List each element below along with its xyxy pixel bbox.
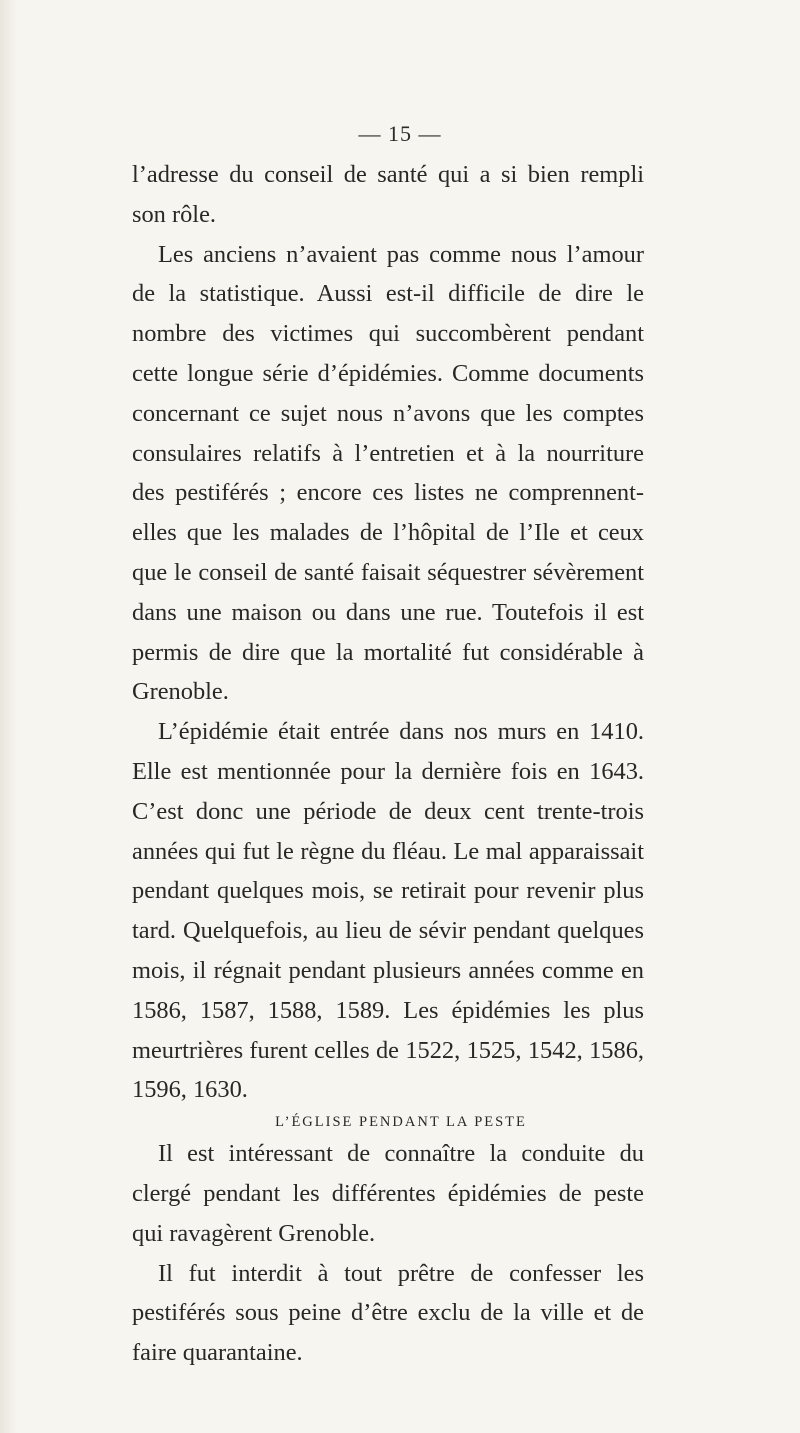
paragraph-statistics: Les anciens n’avaient pas comme nous l’amour de la statistique. Aussi est-il difficile de dire le nombre des victimes qui succombèrent pendant cette longue série d’épidémies. Comme documents concernant ce sujet nous n’avons que les comptes consulaires relatifs à l’entretien et à la nourriture des pestiférés ; encore ces listes ne comprennent-elles que les malades de l’hôpital de l’Ile et ceux que le conseil de santé faisait séquestrer sévèrement dans une maison ou dans une rue. Toutefois il est permis de dire que la mortalité fut considérable à Grenoble. bbox=[132, 240, 644, 706]
paragraph-clergy-conduct: Il est intéressant de connaître la conduite du clergé pendant les différentes épidémies de peste qui ravagèrent Grenoble. bbox=[132, 1140, 644, 1247]
page-edge-shadow bbox=[0, 0, 18, 1433]
paragraph-priest-prohibition: Il fut interdit à tout prêtre de confesser les pestiférés sous peine d’être exclu de la ville et de faire quarantaine. bbox=[132, 1259, 644, 1367]
paragraph-continuation: l’adresse du conseil de santé qui a si bien rempli son rôle. bbox=[132, 161, 644, 228]
page-number: — 15 — bbox=[358, 121, 442, 146]
section-heading: L’ÉGLISE PENDANT LA PESTE bbox=[275, 1114, 527, 1131]
paragraph-epidemic-history: L’épidémie était entrée dans nos murs en 1410. Elle est mentionnée pour la dernière fois en 1643. C’est donc une période de deux cent trente-trois années qui fut le règne du fléau. Le mal apparaissait pendant quelques mois, se retirait pour revenir plus tard. Quelquefois, au lieu de sévir pendant quelques mois, il régnait pendant plusieurs années comme en 1586, 1587, 1588, 1589. Les épidémies les plus meurtrières furent celles de 1522, 1525, 1542, 1586, 1596, 1630. bbox=[132, 718, 644, 1104]
page-body bbox=[132, 155, 644, 1373]
